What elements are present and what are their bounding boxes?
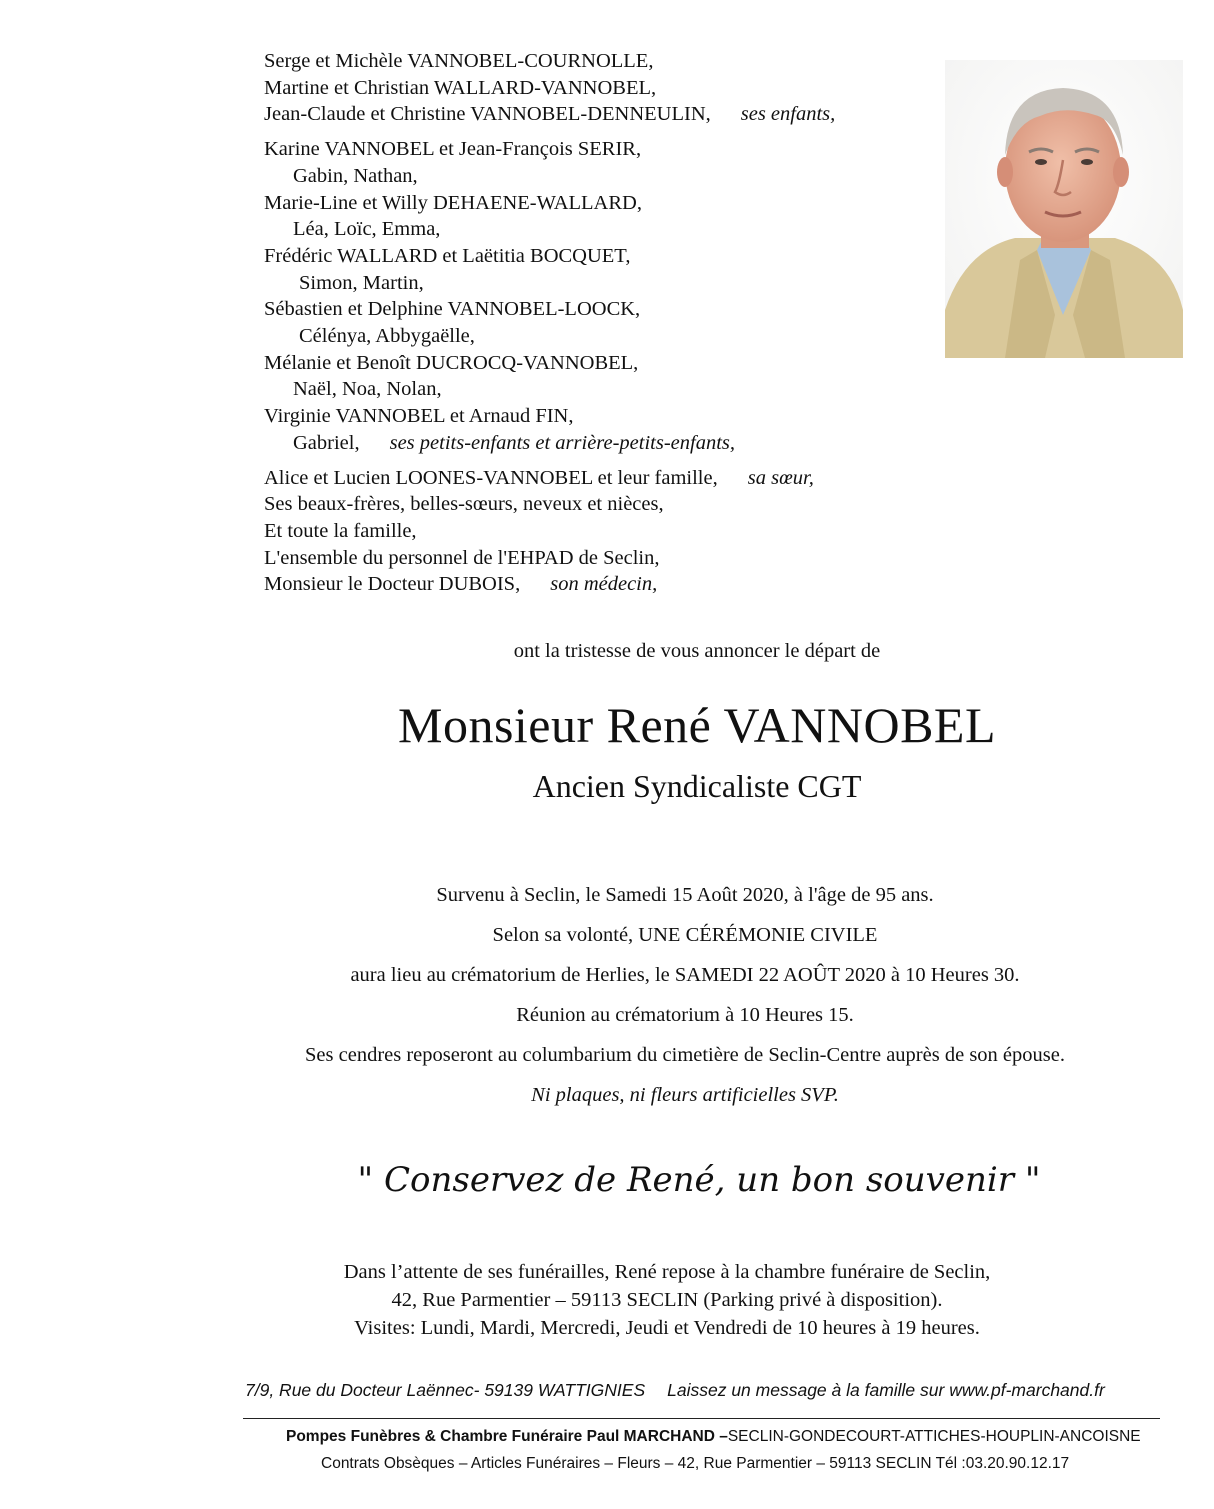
website-message[interactable]: Laissez un message à la famille sur www.pf-marchand.fr [667, 1380, 1105, 1400]
family-member-names: L'ensemble du personnel de l'EHPAD de Seclin, [264, 546, 660, 569]
company-towns: SECLIN-GONDECOURT-ATTICHES-HOUPLIN-ANCOISNE [727, 1428, 1141, 1445]
ceremony-location: aura lieu au crématorium de Herlies, le SAMEDI 22 AOÛT 2020 à 10 Heures 30. [350, 964, 1020, 986]
portrait-photo [945, 60, 1183, 358]
family-relation: ses petits-enfants et arrière-petits-enfants, [389, 431, 736, 454]
family-list [264, 48, 944, 598]
family-line [264, 545, 944, 572]
family-member-names: Frédéric WALLARD et Laëtitia BOCQUET, [264, 244, 631, 267]
family-line [264, 190, 944, 217]
portrait-illustration [945, 60, 1183, 358]
family-member-names: Gabriel, [293, 431, 360, 454]
family-member-names: Serge et Michèle VANNOBEL-COURNOLLE, [264, 50, 654, 72]
family-member-names: Alice et Lucien LOONES-VANNOBEL et leur famille, [264, 466, 718, 489]
repose-address: 42, Rue Parmentier – 59113 SECLIN (Parking privé à disposition). [391, 1289, 943, 1311]
family-member-names: Naël, Noa, Nolan, [293, 378, 442, 401]
family-member-names: Mélanie et Benoît DUCROCQ-VANNOBEL, [264, 351, 639, 374]
visiting-hours: Visites: Lundi, Mardi, Mercredi, Jeudi et Vendredi de 10 heures à 19 heures. [354, 1317, 980, 1339]
family-member-names: Ses beaux-frères, belles-sœurs, neveux et nièces, [264, 493, 664, 516]
family-relation: ses enfants, [740, 103, 836, 126]
footer-divider [243, 1418, 1160, 1419]
family-member-names: Sébastien et Delphine VANNOBEL-LOOCK, [264, 298, 641, 321]
deceased-title: Ancien Syndicaliste CGT [532, 768, 862, 804]
memorial-quote: " Conservez de René, un bon souvenir " [357, 1160, 1041, 1200]
family-line [264, 216, 944, 243]
repose-line: Dans l’attente de ses funérailles, René repose à la chambre funéraire de Seclin, [343, 1261, 991, 1283]
repose-info [60, 1258, 1214, 1342]
family-member-names: Léa, Loïc, Emma, [293, 218, 441, 241]
ceremony-details [78, 875, 1214, 1115]
family-line [264, 296, 944, 323]
family-member-names: Marie-Line et Willy DEHAENE-WALLARD, [264, 191, 642, 214]
ceremony-type: Selon sa volonté, UNE CÉRÉMONIE CIVILE [492, 924, 878, 946]
family-line [264, 350, 944, 377]
family-line [264, 491, 944, 518]
family-line [264, 243, 944, 270]
family-relation: son médecin, [550, 573, 658, 596]
funeral-home-address: 7/9, Rue du Docteur Laënnec- 59139 WATTIGNIES [245, 1380, 646, 1400]
family-member-names: Simon, Martin, [299, 271, 424, 294]
family-line [264, 48, 944, 75]
family-line [264, 323, 944, 350]
family-line [264, 376, 944, 403]
family-member-names: Et toute la famille, [264, 519, 417, 542]
family-relation: sa sœur, [747, 466, 814, 489]
family-line [264, 571, 944, 598]
deceased-name: Monsieur René VANNOBEL [397, 697, 996, 753]
death-info: Survenu à Seclin, le Samedi 15 Août 2020, à l'âge de 95 ans. [436, 884, 934, 906]
no-flowers-note: Ni plaques, ni fleurs artificielles SVP. [531, 1084, 839, 1106]
family-member-names: Jean-Claude et Christine VANNOBEL-DENNEULIN, [264, 103, 711, 126]
family-line [264, 163, 944, 190]
family-gap [264, 457, 944, 465]
family-line [264, 518, 944, 545]
family-member-names: Gabin, Nathan, [293, 164, 418, 187]
family-member-names: Virginie VANNOBEL et Arnaud FIN, [264, 405, 574, 428]
company-name: Pompes Funèbres & Chambre Funéraire Paul MARCHAND – [286, 1428, 728, 1445]
family-member-names: Martine et Christian WALLARD-VANNOBEL, [264, 76, 657, 99]
family-member-names: Karine VANNOBEL et Jean-François SERIR, [264, 138, 642, 161]
footer-address-line [245, 1380, 1105, 1401]
family-line [264, 403, 944, 430]
ashes-info: Ses cendres reposeront au columbarium du cimetière de Seclin-Centre auprès de son épouse. [305, 1044, 1065, 1066]
family-gap [264, 128, 944, 136]
footer-services: Contrats Obsèques – Articles Funéraires – Fleurs – 42, Rue Parmentier – 59113 SECLIN Tél :03.20.90.12.17 [321, 1455, 1070, 1472]
family-line [264, 465, 944, 492]
family-member-names: Célénya, Abbygaëlle, [299, 325, 475, 348]
family-line [264, 101, 944, 128]
family-line [264, 75, 944, 102]
footer-company [286, 1428, 1141, 1446]
family-line [264, 270, 944, 297]
family-line [264, 136, 944, 163]
meeting-time: Réunion au crématorium à 10 Heures 15. [516, 1004, 854, 1026]
announcement-intro: ont la tristesse de vous annoncer le départ de [513, 640, 881, 662]
family-member-names: Monsieur le Docteur DUBOIS, [264, 573, 521, 596]
family-line [264, 430, 944, 457]
